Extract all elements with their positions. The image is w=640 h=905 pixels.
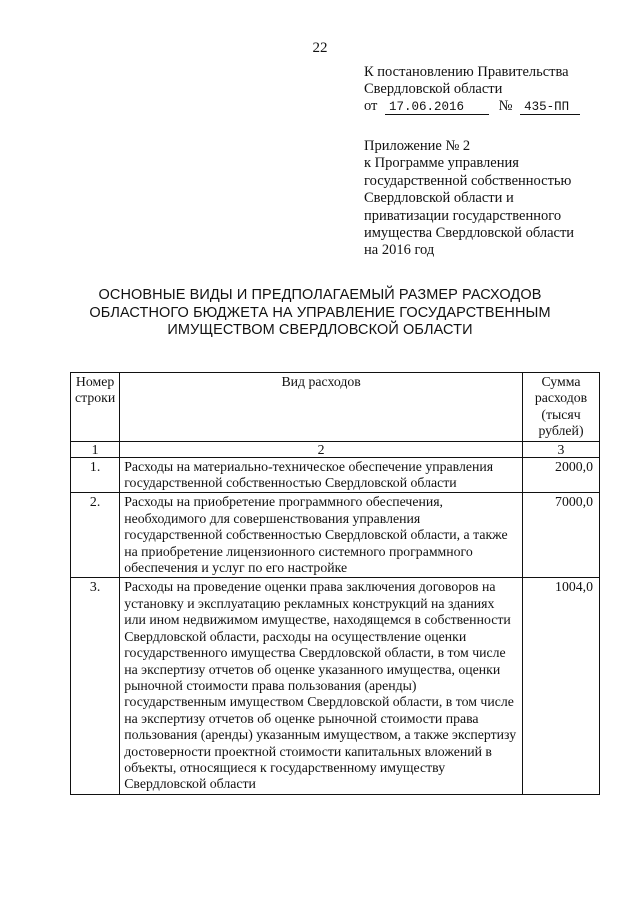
row-description: Расходы на проведение оценки права заключения договоров на установку и эксплуатацию рекламных конструкций на зданиях или ином недвижимом имуществе, находящемся в собственности Свердловской области, расходы на осуществление оценки государственного имущества Свердловской области, в том числе на экспертизу отчетов об оценке указанного имущества, оценки рыночной стоимости права пользования (аренды) государственным имуществом Свердловской области, в том числе на экспертизу отчетов об оценке рыночной стоимости права пользования (аренды) указанным имуществом, а также экспертизу достоверности проектной стоимости капитальных вложений в объекты, относящиеся к государственному имуществу Свердловской области (120, 578, 523, 794)
resolution-line-2: Свердловской области (364, 81, 503, 97)
appendix-line: Свердловской области и (364, 190, 514, 207)
document-title (40, 287, 600, 340)
title-line: ИМУЩЕСТВОМ СВЕРДЛОВСКОЙ ОБЛАСТИ (167, 322, 473, 338)
header-expense-type: Вид расходов (120, 373, 523, 442)
appendix-line: на 2016 год (364, 242, 435, 259)
row-number: 2. (71, 493, 120, 578)
row-amount: 7000,0 (523, 493, 600, 578)
table-row (71, 493, 600, 578)
page-number: 22 (312, 40, 328, 56)
resolution-date-line (364, 98, 580, 115)
table-row (71, 457, 600, 493)
date-prefix: от (364, 98, 378, 114)
column-index: 3 (523, 441, 600, 457)
row-amount: 1004,0 (523, 578, 600, 794)
appendix-line: Приложение № 2 (364, 138, 471, 154)
header-row-number: Номер строки (71, 373, 120, 442)
resolution-reference (364, 64, 580, 115)
appendix-reference (364, 138, 574, 260)
resolution-line-1: К постановлению Правительства (364, 64, 569, 80)
resolution-number: 435-ПП (520, 100, 580, 115)
column-index: 1 (71, 441, 120, 457)
header-amount: Сумма расходов (тысяч рублей) (523, 373, 600, 442)
appendix-line: к Программе управления (364, 155, 519, 172)
appendix-line: приватизации государственного (364, 207, 562, 224)
column-index-row (71, 441, 600, 457)
expenses-table (70, 372, 600, 795)
appendix-line: государственной собственностью (364, 172, 572, 189)
title-line: ОСНОВНЫЕ ВИДЫ И ПРЕДПОЛАГАЕМЫЙ РАЗМЕР РАСХОДОВ (98, 287, 542, 303)
table-header-row (71, 373, 600, 442)
resolution-date: 17.06.2016 (385, 100, 489, 115)
title-line: ОБЛАСТНОГО БЮДЖЕТА НА УПРАВЛЕНИЕ ГОСУДАРСТВЕННЫМ (89, 304, 551, 321)
number-prefix: № (498, 98, 513, 114)
table-row (71, 578, 600, 794)
row-number: 1. (71, 457, 120, 493)
row-number: 3. (71, 578, 120, 794)
appendix-line: имущества Свердловской области (364, 225, 575, 242)
column-index: 2 (120, 441, 523, 457)
row-description: Расходы на материально-техническое обеспечение управления государственной собственностью Свердловской области (120, 457, 523, 493)
row-description: Расходы на приобретение программного обеспечения, необходимого для совершенствования управления государственной собственностью Свердловской области, а также на приобретение лицензионного системного программного обеспечения и услуг по его настройке (120, 493, 523, 578)
row-amount: 2000,0 (523, 457, 600, 493)
